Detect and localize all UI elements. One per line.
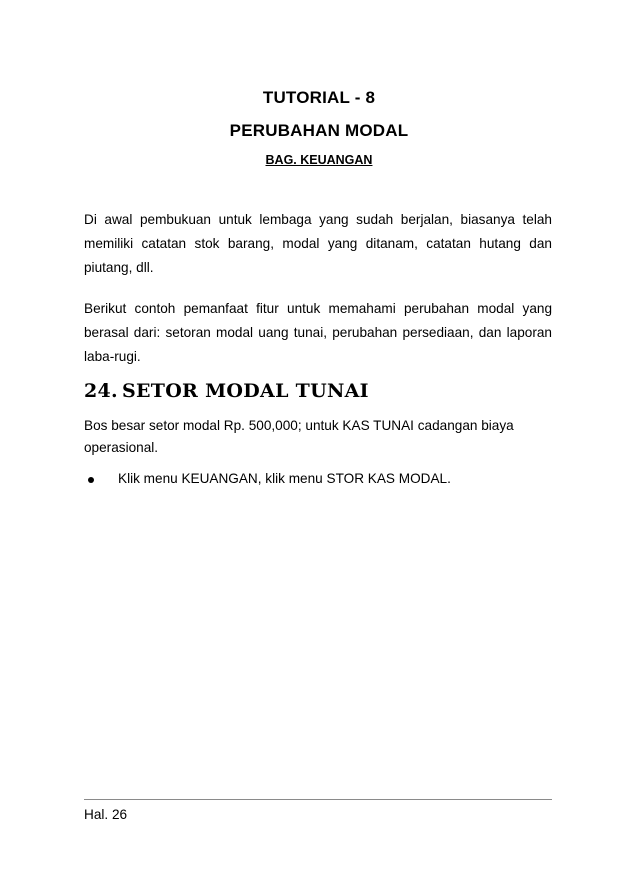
section-body-text: Bos besar setor modal Rp. 500,000; untuk KAS TUNAI cadangan biaya operasional. <box>84 418 514 455</box>
list-item <box>84 467 554 491</box>
section-title: SETOR MODAL TUNAI <box>121 380 369 402</box>
page-subtitle: PERUBAHAN MODAL <box>229 121 409 140</box>
intro-paragraph-2: Berikut contoh pemanfaat fitur untuk memahami perubahan modal yang berasal dari: setoran modal uang tunai, perubahan persediaan, dan laporan laba-rugi. <box>84 301 552 364</box>
footer-divider <box>84 799 552 800</box>
intro-paragraph-1: Di awal pembukuan untuk lembaga yang sudah berjalan, biasanya telah memiliki catatan stok barang, modal yang ditanam, catatan hutang dan piutang, dll. <box>84 212 552 275</box>
page-number: Hal. 26 <box>84 807 128 822</box>
page-title: TUTORIAL - 8 <box>262 88 376 107</box>
section-heading <box>84 380 369 402</box>
list-item-text: Klik menu KEUANGAN, klik menu STOR KAS MODAL. <box>118 471 451 486</box>
section-department-label: BAG. KEUANGAN <box>265 153 373 167</box>
section-number: 24. <box>84 380 118 402</box>
bullet-icon <box>88 477 94 483</box>
